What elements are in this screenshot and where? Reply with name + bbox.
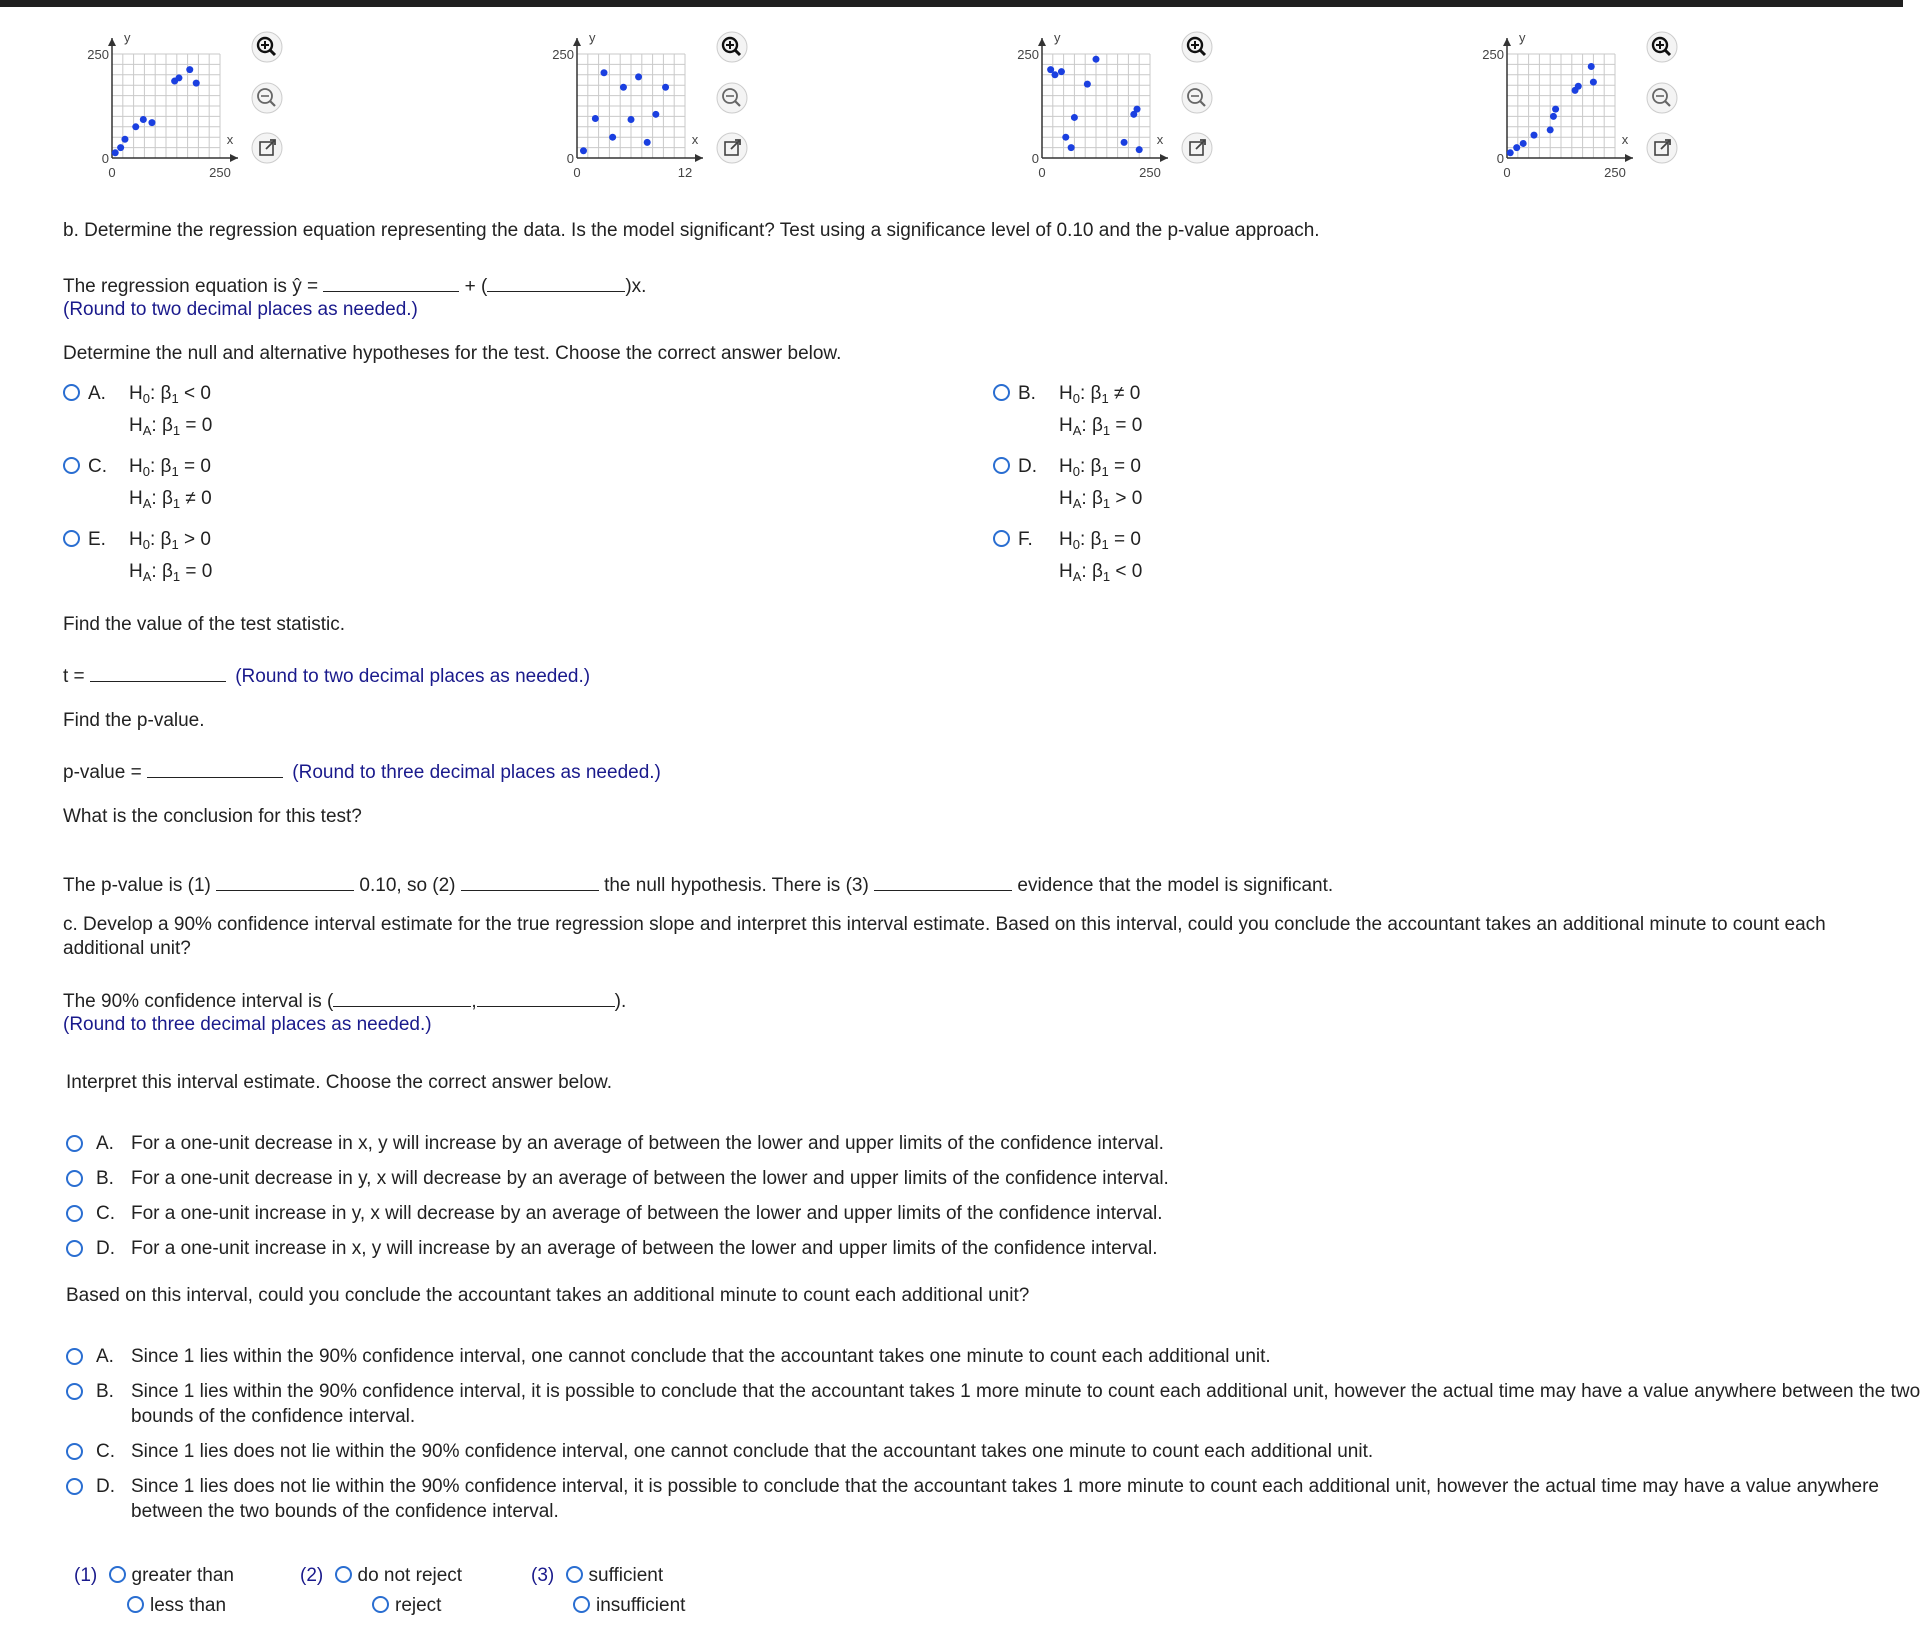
option-radio[interactable] [66,1443,83,1460]
t-row [63,661,590,688]
data-point [1136,146,1143,153]
eq-equals: = [306,276,319,297]
concl-text-1: The p-value is (1) [63,875,211,896]
conclude-prompt: Based on this interval, could you conclude the accountant takes an additional minute to count each additional unit? [66,1285,1030,1306]
option-text: Since 1 lies within the 90% confidence interval, one cannot conclude that the accountant takes one minute to count each additional unit. [131,1346,1271,1367]
h-letter: H [1059,383,1073,404]
hypothesis-letter: B. [1018,383,1036,404]
h-colon: : [1079,529,1086,550]
hypothesis-radio[interactable] [63,384,80,401]
beta-subscript: 1 [1102,569,1111,584]
choice-less-than [127,1595,226,1617]
scatter-plot-svg [533,28,699,193]
y-axis-arrow [1038,38,1046,46]
option-radio[interactable] [66,1135,83,1152]
yhat-symbol: ŷ [292,276,302,297]
zoom-in-icon[interactable] [1645,30,1679,64]
h-letter: H [129,415,143,436]
zoom-out-icon[interactable] [1645,81,1679,115]
data-point [1547,126,1554,133]
scatter-plot-svg [1463,28,1629,193]
h0-line [129,383,211,406]
data-point [1520,140,1527,147]
data-point [193,80,200,87]
option-letter: B. [96,1381,114,1402]
data-point [132,123,139,130]
h-letter: H [129,561,143,582]
scatter-plot-option-c [998,28,1164,199]
data-point [1071,114,1078,121]
h-letter: H [1059,529,1073,550]
part-c-heading-line1: c. Develop a 90% confidence interval estimate for the true regression slope and interpret this interval estimate. Based on this interval, could you conclude the accountant takes an additional minute to count each [63,914,1826,935]
x-axis-arrow [1625,154,1633,162]
beta-subscript: 1 [1102,423,1111,438]
choice-do-not-reject-label[interactable]: do not reject [357,1565,463,1586]
beta-subscript: 1 [1101,537,1109,552]
x-max-tick-label: 250 [1604,165,1626,180]
choice-group-2-label: (2) [300,1565,324,1586]
choice-less-than-radio[interactable] [127,1596,144,1613]
x-axis-arrow [230,154,238,162]
t-input[interactable] [90,661,226,682]
h-relation: = 0 [1113,456,1141,477]
x-axis-label: x [1621,132,1629,147]
x-max-tick-label: 250 [1139,165,1161,180]
scatter-plot-option-a [68,28,234,199]
hypothesis-option-d[interactable] [993,456,1037,478]
option-radio[interactable] [66,1170,83,1187]
pvalue-input[interactable] [147,757,283,778]
h-subscript: A [1072,496,1082,511]
h-letter: H [1059,415,1073,436]
pvalue-prompt: Find the p-value. [63,710,205,731]
h-subscript: A [142,496,152,511]
hypothesis-option-e[interactable] [63,529,106,551]
option-radio[interactable] [66,1383,83,1400]
beta-symbol: β [1090,529,1102,550]
h-colon: : [149,456,156,477]
eq-plus: + ( [464,276,488,297]
h0-line [1059,383,1140,406]
beta-symbol: β [1091,415,1103,436]
y-max-tick-label: 250 [1482,47,1504,62]
hypothesis-letter: D. [1018,456,1037,477]
data-point [112,149,119,156]
data-point [662,84,669,91]
data-point [1513,144,1520,151]
h-relation: > 0 [183,529,211,550]
hypothesis-radio[interactable] [993,457,1010,474]
h-letter: H [129,488,143,509]
option-text: Since 1 lies within the 90% confidence interval, it is possible to conclude that the accountant takes 1 more minute to count each additional unit, however the actual time may have a value anywhere between the two bounds of the confidence interval. [131,1381,1921,1427]
h-relation: = 0 [1115,415,1143,436]
hypothesis-letter: A. [88,383,106,404]
ci-round-note: (Round to three decimal places as needed.) [63,1014,432,1035]
data-point [1134,106,1141,113]
data-point [1058,68,1065,75]
choice-reject-radio[interactable] [372,1596,389,1613]
y-axis-arrow [573,38,581,46]
data-point [148,119,155,126]
h-subscript: A [1072,569,1082,584]
h-relation: = 0 [1113,529,1141,550]
ci-close: ). [614,991,627,1012]
y-max-tick-label: 250 [87,47,109,62]
ha-line [129,488,212,511]
hypothesis-option-a[interactable] [63,383,106,405]
beta-subscript: 1 [171,391,179,406]
zoom-in-icon[interactable] [250,30,284,64]
h0-line [129,456,211,479]
beta-symbol: β [1091,488,1103,509]
h-relation: > 0 [1115,488,1143,509]
h-subscript: 0 [142,537,150,552]
h-letter: H [129,383,143,404]
beta-symbol: β [160,456,172,477]
beta-subscript: 1 [171,537,179,552]
h-relation: = 0 [185,415,213,436]
h-relation: ≠ 0 [185,488,212,509]
eq-label: The regression equation is [63,276,287,297]
option-letter: A. [96,1346,114,1367]
h0-line [1059,456,1141,479]
beta-subscript: 1 [1101,464,1109,479]
choice-greater-than-radio[interactable] [109,1566,126,1583]
choice-do-not-reject-radio[interactable] [335,1566,352,1583]
x-axis-label: x [1156,132,1164,147]
x-zero-tick-label: 0 [108,165,116,180]
t-round-note: (Round to two decimal places as needed.) [235,666,591,687]
h-colon: : [151,488,157,509]
x-axis-label: x [691,132,699,147]
y-axis-label: y [124,30,131,45]
zoom-out-icon[interactable] [1180,81,1214,115]
hypothesis-radio[interactable] [993,384,1010,401]
option-radio[interactable] [66,1205,83,1222]
h-subscript: 0 [1072,537,1080,552]
conclusion-row [63,870,1333,897]
option-text: Since 1 lies does not lie within the 90% confidence interval, one cannot conclude that the accountant takes one minute to count each additional unit. [131,1441,1374,1462]
y-max-tick-label: 250 [552,47,574,62]
eq-round-note: (Round to two decimal places as needed.) [63,299,418,320]
h-relation: < 0 [183,383,211,404]
choice-insufficient-radio[interactable] [573,1596,590,1613]
data-point [175,74,182,81]
pvalue-label: p-value = [63,762,142,783]
beta-symbol: β [1090,383,1102,404]
beta-symbol: β [161,415,173,436]
ha-line [129,561,212,584]
hypothesis-letter: F. [1018,529,1033,550]
ci-row [63,986,626,1013]
option-text: For a one-unit increase in y, x will decrease by an average of between the lower and upper limits of the confidence interval. [131,1203,1163,1224]
hypothesis-option-c[interactable] [63,456,107,478]
x-axis-arrow [1160,154,1168,162]
ha-line [1059,415,1142,438]
ci-comma: , [471,991,477,1012]
choice-insufficient-label[interactable]: insufficient [596,1595,686,1616]
beta-subscript: 1 [1102,496,1111,511]
option-letter: A. [96,1133,114,1154]
choice-less-than-label[interactable]: less than [150,1595,227,1616]
h-colon: : [1081,561,1087,582]
t-label: t = [63,666,85,687]
data-point [1550,113,1557,120]
y-axis-arrow [1503,38,1511,46]
data-point [592,115,599,122]
choice-group-3-label: (3) [531,1565,555,1586]
ci-open: ( [327,991,334,1012]
data-point [1093,56,1100,63]
data-point [1084,81,1091,88]
y-zero-tick-label: 0 [1031,151,1039,166]
h-colon: : [151,561,157,582]
beta-symbol: β [1090,456,1102,477]
data-point [121,136,128,143]
x-zero-tick-label: 0 [1038,165,1046,180]
ci-lower-input[interactable] [333,986,471,1007]
choice-group-1-label: (1) [74,1565,98,1586]
y-max-tick-label: 250 [1017,47,1039,62]
hypothesis-letter: C. [88,456,107,477]
pvalue-round-note: (Round to three decimal places as needed.) [292,762,661,783]
h-colon: : [149,383,156,404]
hypothesis-radio[interactable] [993,530,1010,547]
part-b-heading: b. Determine the regression equation representing the data. Is the model significant? Test using a significance level of 0.10 and the p-value approach. [63,220,1320,241]
data-point [1068,144,1075,151]
choice-sufficient-radio[interactable] [566,1566,583,1583]
data-point [1051,71,1058,78]
open-external-icon[interactable] [1645,131,1679,165]
y-axis-label: y [589,30,596,45]
option-radio[interactable] [66,1478,83,1495]
option-letter: C. [96,1203,115,1224]
concl-text-2: 0.10, so (2) [359,875,456,896]
x-max-tick-label: 250 [209,165,231,180]
beta-subscript: 1 [172,423,181,438]
data-point [1062,134,1069,141]
choice-group-1 [74,1565,234,1587]
data-point [601,69,608,76]
scatter-plot-option-d [1463,28,1629,199]
h-subscript: A [142,423,152,438]
ci-label: The 90% confidence interval is [63,991,322,1012]
h-letter: H [129,529,143,550]
y-axis-label: y [1519,30,1526,45]
x-max-tick-label: 12 [677,165,693,180]
option-radio[interactable] [66,1348,83,1365]
option-letter: C. [96,1441,115,1462]
h0-line [1059,529,1141,552]
data-point [1531,132,1538,139]
h-subscript: 0 [142,464,150,479]
zoom-in-icon[interactable] [715,30,749,64]
h-subscript: 0 [1072,464,1080,479]
h-colon: : [149,529,156,550]
data-point [628,116,635,123]
h-subscript: 0 [142,391,150,406]
h-letter: H [1059,456,1073,477]
beta-subscript: 1 [172,496,181,511]
beta-subscript: 1 [171,464,179,479]
zoom-out-icon[interactable] [250,81,284,115]
scatter-plot-option-b [533,28,699,199]
data-point [644,139,651,146]
data-point [580,147,587,154]
data-point [186,66,193,73]
data-point [635,73,642,80]
data-point [1507,149,1514,156]
h-colon: : [1081,415,1087,436]
eq-close: )x. [625,276,647,297]
interpret-prompt: Interpret this interval estimate. Choose the correct answer below. [66,1072,612,1093]
option-letter: D. [96,1476,115,1497]
h-letter: H [1059,488,1073,509]
regression-equation-row [63,271,646,298]
ha-line [129,415,212,438]
part-c-heading-line2: additional unit? [63,938,191,959]
y-axis-label: y [1054,30,1061,45]
option-letter: B. [96,1168,114,1189]
hypothesis-option-f[interactable] [993,529,1033,551]
beta-symbol: β [1091,561,1103,582]
open-external-icon[interactable] [715,131,749,165]
choice-reject-label[interactable]: reject [395,1595,442,1616]
hypothesis-letter: E. [88,529,106,550]
choice-reject [372,1595,441,1617]
x-zero-tick-label: 0 [1503,165,1511,180]
slope-input[interactable] [487,271,625,292]
x-axis-arrow [695,154,703,162]
open-external-icon[interactable] [1180,131,1214,165]
conclusion-prompt: What is the conclusion for this test? [63,806,362,827]
x-zero-tick-label: 0 [573,165,581,180]
h-colon: : [1081,488,1087,509]
h-relation: ≠ 0 [1113,383,1141,404]
data-point [1121,139,1128,146]
hypothesis-radio[interactable] [63,457,80,474]
option-text: For a one-unit decrease in x, y will increase by an average of between the lower and upper limits of the confidence interval. [131,1133,1164,1154]
data-point [620,84,627,91]
open-external-icon[interactable] [250,131,284,165]
h-letter: H [1059,561,1073,582]
data-point [1552,106,1559,113]
choice-group-2 [300,1565,462,1587]
test-stat-prompt: Find the value of the test statistic. [63,614,345,635]
option-text: Since 1 lies does not lie within the 90% confidence interval, it is possible to conclude that the accountant takes 1 more minute to count each additional unit, however the actual time may have a value anywhere between the two bounds of the confidence interval. [131,1476,1879,1522]
pvalue-row [63,757,661,784]
concl-text-4: evidence that the model is significant. [1017,875,1334,896]
h-relation: = 0 [185,561,213,582]
choice-sufficient-label[interactable]: sufficient [588,1565,664,1586]
h-colon: : [1079,383,1086,404]
concl-blank-2[interactable] [461,870,599,891]
data-point [1575,83,1582,90]
h-relation: = 0 [183,456,211,477]
h-colon: : [1079,456,1086,477]
option-text: For a one-unit decrease in y, x will decrease by an average of between the lower and upper limits of the confidence interval. [131,1168,1169,1189]
data-point [1590,79,1597,86]
y-axis-arrow [108,38,116,46]
data-point [117,144,124,151]
data-point [1588,63,1595,70]
scatter-plot-svg [68,28,234,193]
h-relation: < 0 [1115,561,1143,582]
choice-group-3 [531,1565,663,1587]
beta-symbol: β [160,529,172,550]
scatter-plot-svg [998,28,1164,193]
ci-upper-input[interactable] [477,986,615,1007]
h-subscript: A [1072,423,1082,438]
h-letter: H [129,456,143,477]
y-zero-tick-label: 0 [101,151,109,166]
option-letter: D. [96,1238,115,1259]
zoom-out-icon[interactable] [715,81,749,115]
data-point [140,116,147,123]
intercept-input[interactable] [323,271,459,292]
y-zero-tick-label: 0 [1496,151,1504,166]
ha-line [1059,488,1142,511]
beta-subscript: 1 [172,569,181,584]
beta-symbol: β [161,488,173,509]
x-axis-label: x [226,132,234,147]
beta-subscript: 1 [1101,391,1109,406]
concl-text-3: the null hypothesis. There is (3) [604,875,869,896]
zoom-in-icon[interactable] [1180,30,1214,64]
beta-symbol: β [161,561,173,582]
h0-line [129,529,211,552]
data-point [609,134,616,141]
hypothesis-option-b[interactable] [993,383,1036,405]
top-bar [0,0,1903,7]
option-text: For a one-unit increase in x, y will increase by an average of between the lower and upper limits of the confidence interval. [131,1238,1158,1259]
option-radio[interactable] [66,1240,83,1257]
beta-symbol: β [160,383,172,404]
h-colon: : [151,415,157,436]
hyp-prompt: Determine the null and alternative hypotheses for the test. Choose the correct answer below. [63,343,842,364]
concl-blank-1[interactable] [216,870,354,891]
data-point [652,111,659,118]
choice-greater-than-label[interactable]: greater than [131,1565,234,1586]
ha-line [1059,561,1142,584]
h-subscript: A [142,569,152,584]
choice-insufficient [573,1595,685,1617]
y-zero-tick-label: 0 [566,151,574,166]
hypothesis-radio[interactable] [63,530,80,547]
concl-blank-3[interactable] [874,870,1012,891]
h-subscript: 0 [1072,391,1080,406]
